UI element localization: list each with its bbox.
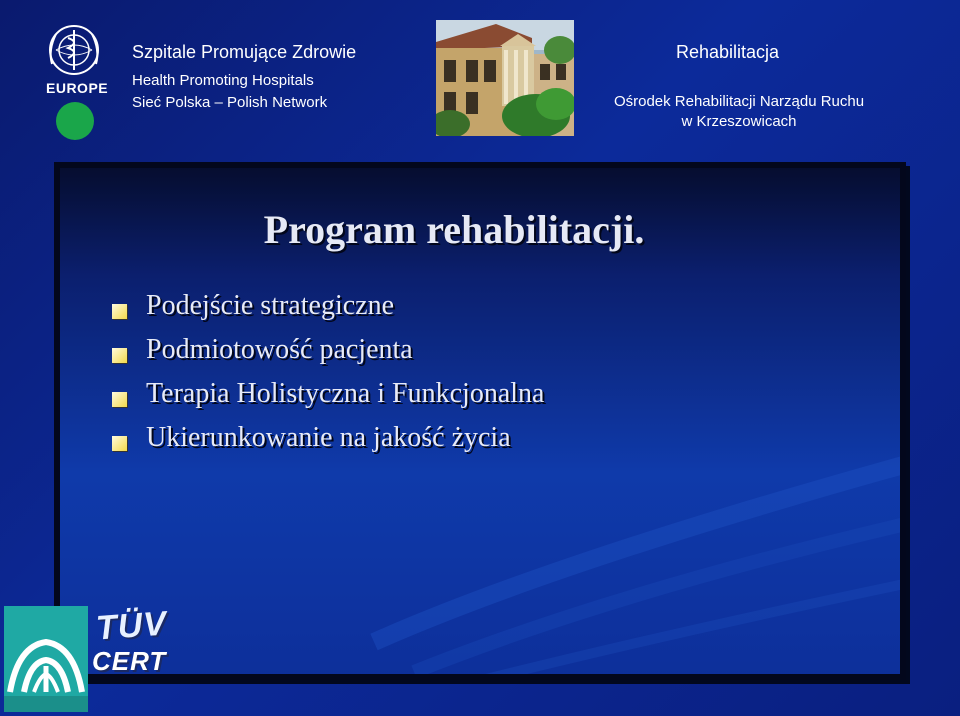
green-dot-icon <box>56 102 94 140</box>
bullet-square-icon <box>112 436 127 451</box>
list-item <box>112 334 544 378</box>
list-item <box>112 422 544 466</box>
bullet-square-icon <box>112 304 127 319</box>
rehab-title: Rehabilitacja <box>676 42 780 62</box>
tuv-cert-logo-icon <box>4 606 88 712</box>
center-name-line1: Ośrodek Rehabilitacji Narządu Ruchu <box>613 93 865 110</box>
logo-text: EUROPE <box>46 80 109 96</box>
list-item <box>112 378 544 422</box>
hph-line1: Health Promoting Hospitals <box>132 72 314 89</box>
building-photo <box>436 20 574 136</box>
bullet-square-icon <box>112 348 127 363</box>
bullet-square-icon <box>112 392 127 407</box>
tuv-text: TÜV <box>94 604 169 648</box>
bullet-text: Podmiotowość pacjenta <box>146 334 413 365</box>
bullet-text: Ukierunkowanie na jakość życia <box>146 422 511 453</box>
bullet-text: Podejście strategiczne <box>146 290 395 321</box>
slide-title: Program rehabilitacji. <box>263 207 645 252</box>
header <box>0 0 960 160</box>
bullet-list <box>112 290 544 466</box>
swirl-decoration <box>354 442 906 680</box>
hph-line2: Sieć Polska – Polish Network <box>132 94 328 111</box>
hph-title: Szpitale Promujące Zdrowie <box>132 42 357 62</box>
center-name-line2: w Krzeszowicach <box>681 113 797 130</box>
slide-panel <box>54 162 906 680</box>
list-item <box>112 290 544 334</box>
bullet-text: Terapia Holistyczna i Funkcjonalna <box>146 378 545 409</box>
cert-text: CERT <box>92 646 167 676</box>
